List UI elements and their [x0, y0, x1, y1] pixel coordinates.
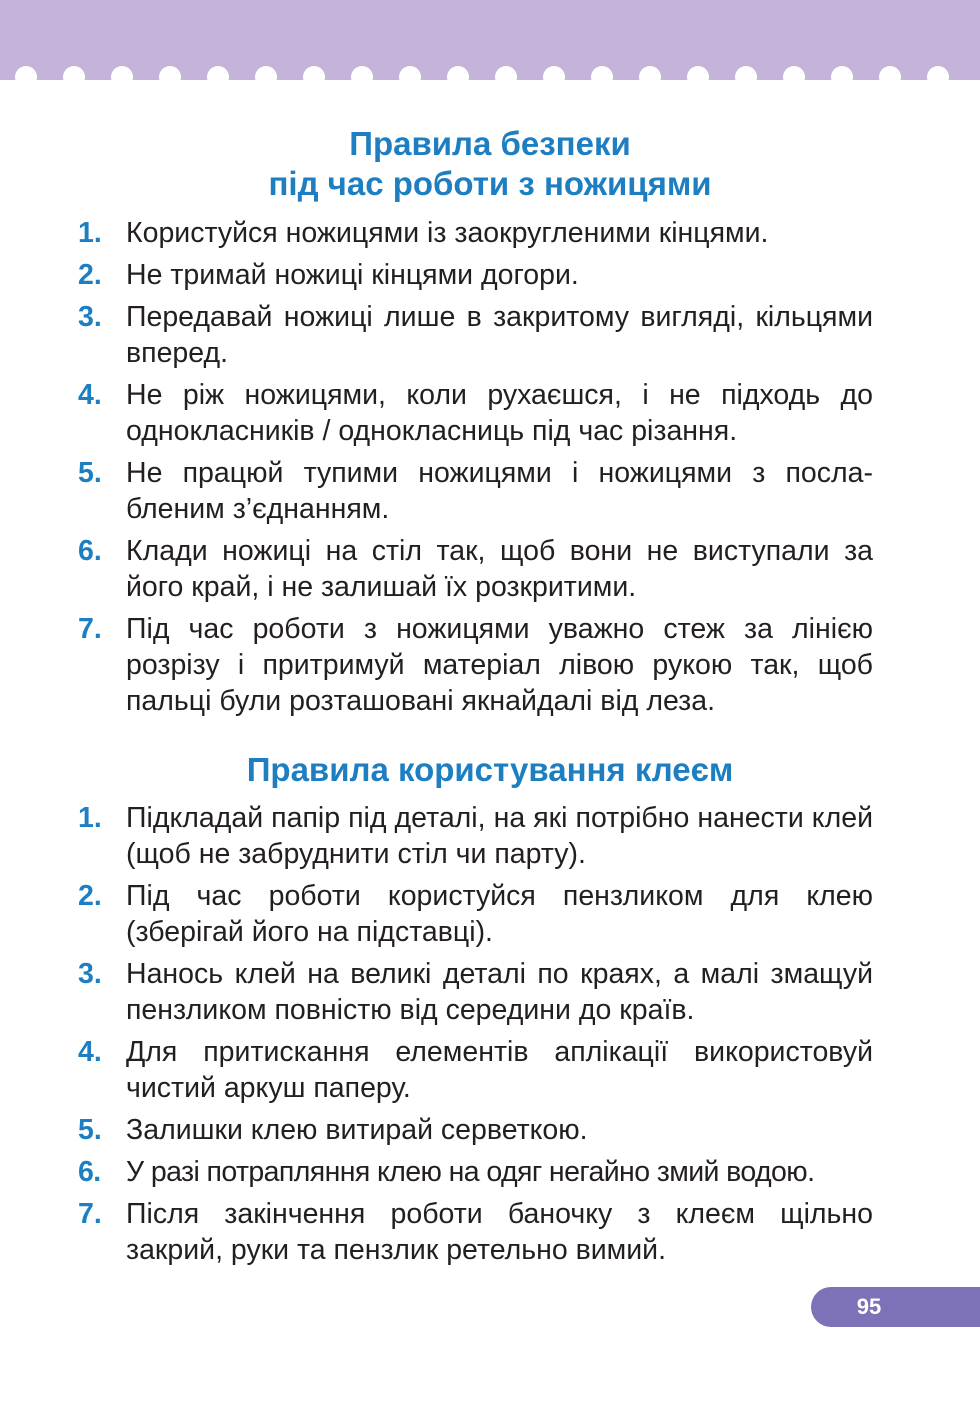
item-text: Підкладай папір під деталі, на які потрібно нанести клей (щоб не забруднити стіл чи парту).: [126, 802, 873, 870]
list-item: [78, 299, 873, 371]
list-item: [78, 800, 873, 872]
decorative-dot: [495, 66, 517, 88]
decorative-dot: [303, 66, 325, 88]
decorative-dot: [639, 66, 661, 88]
item-text: Клади ножиці на стіл так, щоб вони не виступали за його край, і не залишай їх розкритими.: [126, 535, 873, 603]
item-number: 3.: [78, 301, 102, 333]
page-number: 95: [856, 1294, 882, 1319]
list-item: [78, 215, 873, 251]
decorative-dot: [351, 66, 373, 88]
list-item: [78, 1034, 873, 1106]
item-number: 1.: [78, 802, 102, 834]
item-number: 2.: [78, 259, 102, 291]
list-item: [78, 455, 873, 527]
list-item: [78, 533, 873, 605]
list-item: [78, 1112, 873, 1148]
list-item: [78, 377, 873, 449]
page-number-tab: [811, 1287, 980, 1327]
decorative-dot: [207, 66, 229, 88]
decorative-dot: [447, 66, 469, 88]
item-number: 4.: [78, 1036, 102, 1068]
item-number: 1.: [78, 217, 102, 249]
item-text: Не працюй тупими ножицями і ножицями з послабленим з’єднанням.: [126, 457, 873, 525]
scissors-safety-title: [0, 124, 980, 204]
decorative-dot: [15, 66, 37, 88]
decorative-dot: [111, 66, 133, 88]
item-text: Користуйся ножицями із заокругленими кінцями.: [126, 217, 769, 249]
item-number: 6.: [78, 535, 102, 567]
decorative-dot: [879, 66, 901, 88]
decorative-dot: [159, 66, 181, 88]
decorative-dot: [687, 66, 709, 88]
list-item: [78, 257, 873, 293]
item-text: У разі потрапляння клею на одяг негайно змий водою.: [126, 1156, 815, 1188]
decorative-dot: [63, 66, 85, 88]
decorative-dot: [543, 66, 565, 88]
glue-rules-list: [78, 800, 873, 1274]
item-number: 4.: [78, 379, 102, 411]
scissors-safety-rules-list: [78, 215, 873, 725]
item-number: 5.: [78, 457, 102, 489]
item-text: Не ріж ножицями, коли рухаєшся, і не підходь до однокласників / однокласниць під час різання.: [126, 379, 873, 447]
item-number: 5.: [78, 1114, 102, 1146]
decorative-dot: [735, 66, 757, 88]
list-item: [78, 1154, 873, 1190]
list-item: [78, 878, 873, 950]
decorative-dot: [927, 66, 949, 88]
list-item: [78, 1196, 873, 1268]
item-number: 7.: [78, 613, 102, 645]
item-text: Для притискання елементів аплікації використовуй чистий аркуш паперу.: [126, 1036, 873, 1104]
item-number: 3.: [78, 958, 102, 990]
decorative-dot: [591, 66, 613, 88]
scissors-safety-title-line1: Правила безпеки: [349, 125, 631, 162]
item-number: 2.: [78, 880, 102, 912]
glue-rules-title: Правила користування клеєм: [246, 751, 734, 788]
item-text: Залишки клею витирай серветкою.: [126, 1114, 588, 1146]
list-item: [78, 611, 873, 719]
item-number: 7.: [78, 1198, 102, 1230]
item-number: 6.: [78, 1156, 101, 1188]
decorative-dot: [783, 66, 805, 88]
item-text: Під час роботи користуйся пензликом для клею (зберігай його на підставці).: [126, 880, 873, 948]
item-text: Наноcь клей на великі деталі по краях, а малі змащуй пензликом повністю від середини до країв.: [126, 958, 873, 1026]
decorative-dot: [255, 66, 277, 88]
decorative-dot: [399, 66, 421, 88]
decorative-dot: [831, 66, 853, 88]
item-text: Не тримай ножиці кінцями догори.: [126, 259, 579, 291]
item-text: Передавай ножиці лише в закритому вигляді, кільцями вперед.: [126, 301, 873, 369]
decorative-dot-border: [0, 66, 980, 88]
list-item: [78, 956, 873, 1028]
scissors-safety-title-line2: під час роботи з ножицями: [268, 165, 712, 202]
item-text: Після закінчення роботи баночку з клеєм щільно закрий, руки та пензлик ретельно вимий.: [126, 1198, 873, 1266]
item-text: Під час роботи з ножицями уважно стеж за лінією розрізу і притримуй матеріал лівою рукою так, щоб пальці були розташовані якнайдалі від леза.: [126, 613, 873, 717]
